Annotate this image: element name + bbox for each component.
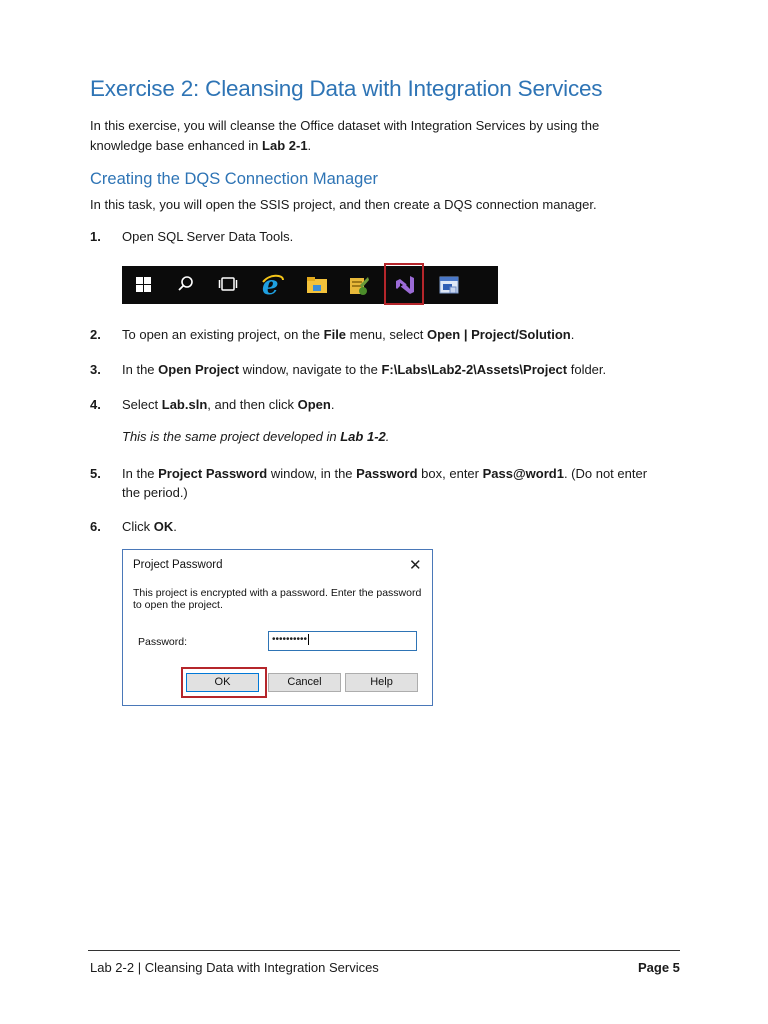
dialog-message: This project is encrypted with a password. Enter the password to open the project. [133, 587, 422, 611]
step-number: 5. [90, 466, 101, 481]
step-number: 3. [90, 362, 101, 377]
step-number: 2. [90, 327, 101, 342]
step-3 [90, 360, 690, 380]
task-view-icon[interactable] [218, 275, 240, 295]
step-6 [90, 517, 690, 537]
step-text: Open SQL Server Data Tools. [122, 229, 294, 244]
bold-term: Project Password [158, 466, 268, 481]
intro-paragraph [90, 116, 650, 156]
visual-studio-highlight [384, 263, 424, 305]
step-number: 4. [90, 397, 101, 412]
step-text: In the Open Project window, navigate to the F:\Labs\Lab2-2\Assets\Project folder. [122, 362, 607, 377]
bold-term: Open [297, 397, 331, 412]
help-button[interactable]: Help [345, 673, 418, 692]
bold-term: OK [153, 519, 174, 534]
password-field[interactable] [268, 631, 417, 651]
password-label: Password: [138, 636, 188, 648]
step-4-note: This is the same project developed in Lab 1-2. [122, 429, 390, 444]
step-number: 1. [90, 229, 101, 244]
page-number: Page 5 [638, 960, 680, 975]
task-intro: In this task, you will open the SSIS project, and then create a DQS connection manager. [90, 197, 597, 212]
step-text: To open an existing project, on the File menu, select Open | Project/Solution. [122, 327, 575, 342]
step-text: Click OK. [122, 519, 177, 534]
bold-password: Pass@word1 [482, 466, 564, 481]
svg-text:e: e [262, 272, 279, 298]
step-2 [90, 325, 690, 345]
windows-start-icon[interactable] [136, 275, 158, 295]
project-password-dialog [122, 549, 433, 706]
bold-term: Password [356, 466, 418, 481]
ok-button[interactable]: OK [186, 673, 259, 692]
step-text: Select Lab.sln, and then click Open. [122, 397, 335, 412]
step-text: In the Project Password window, in the Password box, enter Pass@word1. (Do not enter the period.) [122, 466, 648, 500]
cancel-button[interactable]: Cancel [268, 673, 341, 692]
file-explorer-icon[interactable] [306, 275, 328, 295]
password-value: •••••••••• [272, 634, 308, 645]
step-number: 6. [90, 519, 101, 534]
bold-path: F:\Labs\Lab2-2\Assets\Project [381, 362, 568, 377]
step-4 [90, 395, 690, 415]
step-1 [90, 227, 690, 247]
intro-period: . [307, 138, 312, 153]
text-caret [308, 634, 309, 645]
configuration-tool-icon[interactable] [348, 275, 370, 295]
windows-taskbar [122, 266, 498, 304]
search-icon[interactable] [177, 275, 199, 295]
footer-divider [88, 950, 680, 951]
dialog-title: Project Password [133, 559, 223, 571]
intro-line-2: knowledge base enhanced in [90, 138, 263, 153]
bold-term: Open Project [158, 362, 240, 377]
note-lab-ref: Lab 1-2 [340, 429, 386, 444]
section-subheading: Creating the DQS Connection Manager [90, 170, 378, 188]
bold-term: File [323, 327, 347, 342]
bold-term: Open | Project/Solution [426, 327, 571, 342]
bold-term: Lab.sln [161, 397, 208, 412]
internet-explorer-icon[interactable] [261, 272, 283, 298]
sql-management-icon[interactable] [438, 275, 460, 295]
close-icon[interactable]: ✕ [409, 557, 422, 574]
step-5 [90, 464, 690, 504]
intro-lab-ref: Lab 2-1 [262, 138, 308, 153]
exercise-heading: Exercise 2: Cleansing Data with Integration Services [90, 76, 603, 101]
intro-line-1: In this exercise, you will cleanse the Office dataset with Integration Services by using the [90, 118, 600, 133]
footer-title: Lab 2-2 | Cleansing Data with Integration Services [90, 960, 379, 975]
